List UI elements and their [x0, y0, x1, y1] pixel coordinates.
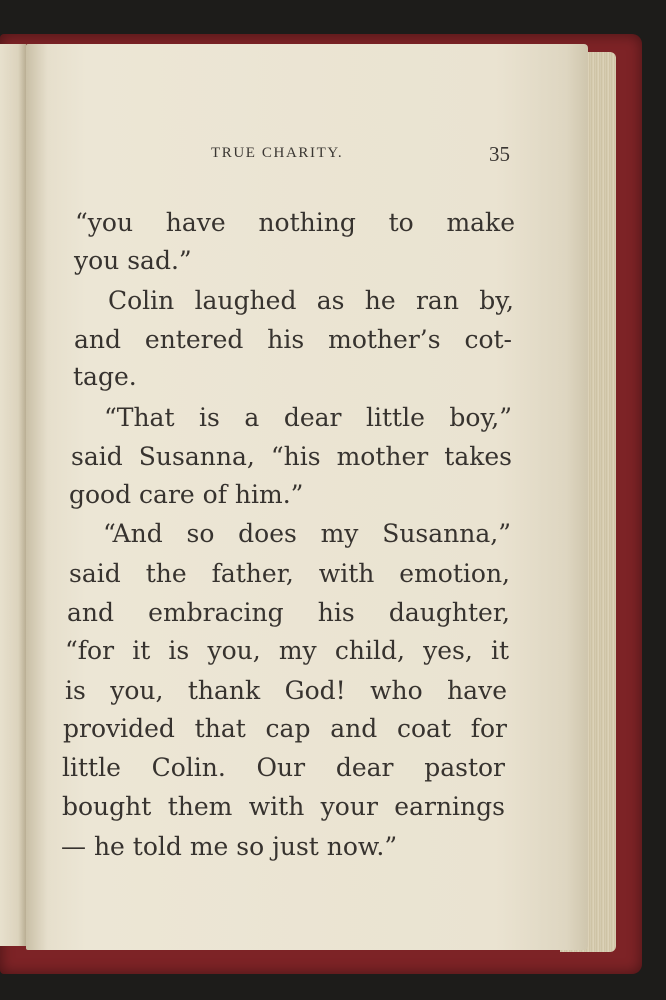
text-line: good care of him.” [69, 480, 304, 509]
text-line: tage. [73, 362, 137, 391]
text-line: bought them with your earnings [62, 792, 505, 821]
text-line: and entered his mother’s cot- [74, 325, 512, 354]
text-line: you sad.” [74, 246, 192, 275]
text-line: provided that cap and coat for [63, 714, 507, 743]
text-line: — he told me so just now.” [61, 832, 398, 861]
text-line: said Susanna, “his mother takes [71, 442, 512, 471]
text-line: “That is a dear little boy,” [104, 403, 512, 432]
text-line: “you have nothing to make [75, 208, 515, 237]
text-line: Colin laughed as he ran by, [108, 286, 514, 315]
text-line: little Colin. Our dear pastor [62, 753, 505, 782]
running-head-title: TRUE CHARITY. [211, 145, 344, 161]
page-number: 35 [489, 142, 510, 166]
text-line: “And so does my Susanna,” [103, 519, 511, 548]
text-line: “for it is you, my child, yes, it [65, 636, 509, 665]
text-line: said the father, with emotion, [69, 559, 510, 588]
text-line: and embracing his daughter, [67, 598, 510, 627]
text-line: is you, thank God! who have [65, 676, 507, 705]
